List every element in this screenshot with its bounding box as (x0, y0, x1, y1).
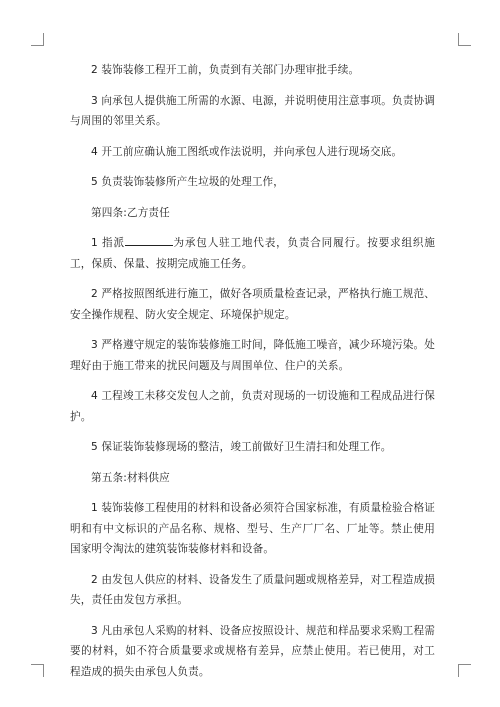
paragraph (70, 233, 435, 274)
paragraph: 2 严格按照图纸进行施工，做好各项质量检查记录，严格执行施工规范、安全操作规程、防火安全规定、环境保护规定。 (70, 288, 435, 321)
paragraph: 2 装饰装修工程开工前，负责到有关部门办理审批手续。 (91, 64, 360, 76)
paragraph: 3 严格遵守规定的装饰装修施工时间，降低施工噪音，减少环境污染。处理好由于施工带来的扰民问题及与周围单位、住户的关系。 (70, 339, 435, 372)
crop-mark-bottom-right (458, 664, 471, 677)
paragraph-rest: 为承包人驻工地代表，负责合同履行。按要求组织施工，保质、保量、按期完成施工任务。 (70, 237, 435, 270)
section-heading: 第四条:乙方责任 (91, 206, 170, 219)
document-page (70, 60, 435, 692)
paragraph: 4 工程竣工未移交发包人之前，负责对现场的一切设施和工程成品进行保护。 (70, 390, 435, 423)
paragraph: 3 凡由承包人采购的材料、设备应按照设计、规范和样品要求采购工程需要的材料，如不符合质量要求或规格有差异，应禁止使用。若已使用，对工程造成的损失由承包人负责。 (70, 624, 435, 678)
paragraph: 2 由发包人供应的材料、设备发生了质量问题或规格差异，对工程造成损失，责任由发包方承担。 (70, 573, 435, 606)
section-heading: 第五条:材料供应 (91, 471, 170, 484)
paragraph: 1 装饰装修工程使用的材料和设备必须符合国家标准，有质量检验合格证明和有中文标识的产品名称、规格、型号、生产厂厂名、厂址等。禁止使用国家明令淘汰的建筑装饰装修材料和设备。 (70, 502, 435, 555)
crop-mark-top-left (31, 33, 44, 46)
crop-mark-bottom-left (31, 664, 44, 677)
paragraph: 5 负责装饰装修所产生垃圾的处理工作， (91, 176, 285, 188)
crop-mark-top-right (458, 33, 471, 46)
paragraph-lead: 1 指派 (91, 237, 125, 249)
paragraph: 3 向承包人提供施工所需的水源、电源，并说明使用注意事项。负责协调与周围的邻里关系。 (70, 94, 435, 127)
paragraph: 5 保证装饰装修现场的整洁，竣工前做好卫生清扫和处理工作。 (91, 441, 392, 453)
paragraph: 4 开工前应确认施工图纸或作法说明，并向承包人进行现场交底。 (91, 145, 403, 158)
fill-in-blank (125, 234, 173, 246)
